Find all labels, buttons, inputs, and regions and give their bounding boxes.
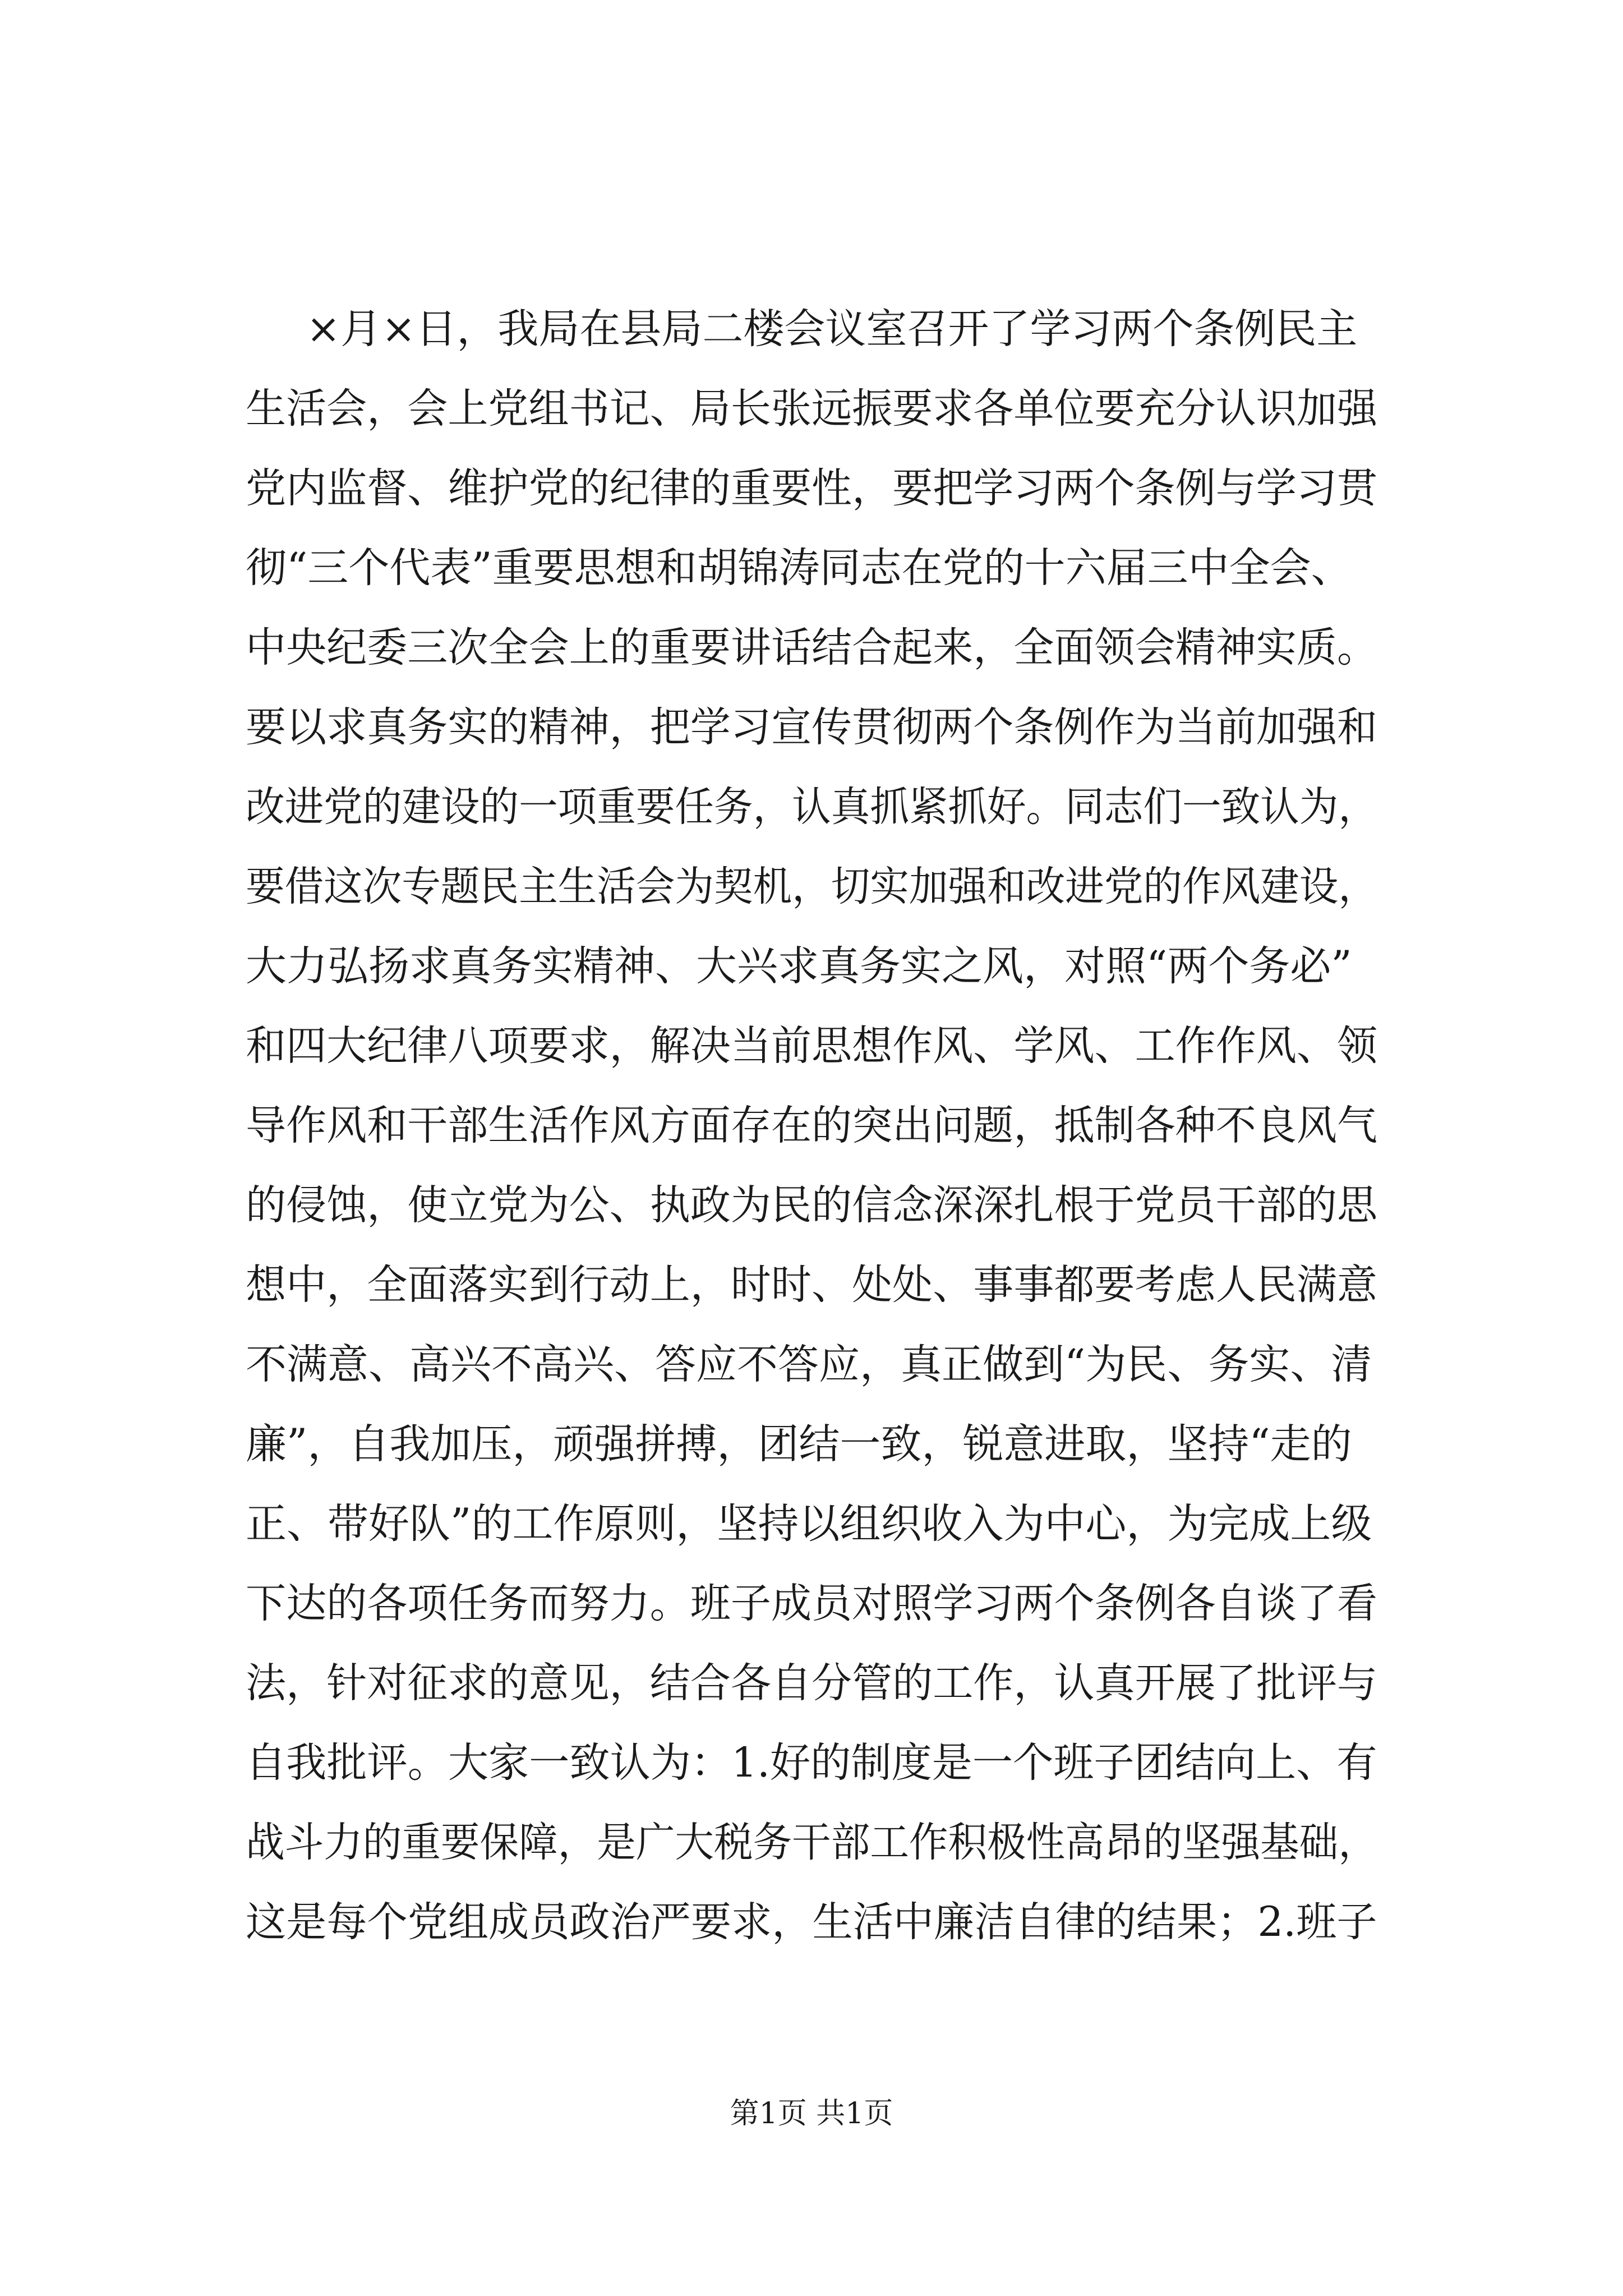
text-line: 改进党的建设的一项重要任务，认真抓紧抓好。同志们一致认为， xyxy=(246,783,1377,831)
text-line: 要借这次专题民主生活会为契机，切实加强和改进党的作风建设， xyxy=(246,863,1377,910)
page-footer: 第1页 共1页 xyxy=(730,2097,893,2131)
text-line: ×月×日，我局在县局二楼会议室召开了学习两个条例民主 xyxy=(306,305,1358,353)
text-line: 彻“三个代表”重要思想和胡锦涛同志在党的十六届三中全会、 xyxy=(246,544,1352,592)
text-line: 导作风和干部生活作风方面存在的突出问题，抵制各种不良风气 xyxy=(246,1102,1378,1149)
text-line: 大力弘扬求真务实精神、大兴求真务实之风，对照“两个务必” xyxy=(246,942,1352,990)
text-line: 不满意、高兴不高兴、答应不答应，真正做到“为民、务实、清 xyxy=(246,1341,1372,1388)
text-line: 法，针对征求的意见，结合各自分管的工作，认真开展了批评与 xyxy=(246,1659,1378,1707)
text-line: 自我批评。大家一致认为：1.好的制度是一个班子团结向上、有 xyxy=(246,1739,1377,1787)
text-line: 生活会，会上党组书记、局长张远振要求各单位要充分认识加强 xyxy=(246,385,1378,432)
text-line: 这是每个党组成员政治严要求，生活中廉洁自律的结果；2.班子 xyxy=(246,1898,1377,1946)
text-line: 战斗力的重要保障，是广大税务干部工作积极性高昂的坚强基础， xyxy=(246,1819,1377,1866)
text-line: 中央纪委三次全会上的重要讲话结合起来，全面领会精神实质。 xyxy=(246,624,1378,671)
text-line: 的侵蚀，使立党为公、执政为民的信念深深扎根于党员干部的思 xyxy=(246,1181,1378,1229)
text-line: 要以求真务实的精神，把学习宣传贯彻两个条例作为当前加强和 xyxy=(246,703,1378,751)
text-line: 正、带好队”的工作原则，坚持以组织收入为中心，为完成上级 xyxy=(246,1500,1372,1548)
text-line: 廉”，自我加压，顽强拼搏，团结一致，锐意进取，坚持“走的 xyxy=(246,1420,1352,1468)
text-line: 想中，全面落实到行动上，时时、处处、事事都要考虑人民满意 xyxy=(246,1261,1378,1309)
text-line: 和四大纪律八项要求，解决当前思想作风、学风、工作作风、领 xyxy=(246,1022,1378,1070)
text-line: 党内监督、维护党的纪律的重要性，要把学习两个条例与学习贯 xyxy=(246,464,1378,512)
text-line: 下达的各项任务而努力。班子成员对照学习两个条例各自谈了看 xyxy=(246,1580,1378,1627)
